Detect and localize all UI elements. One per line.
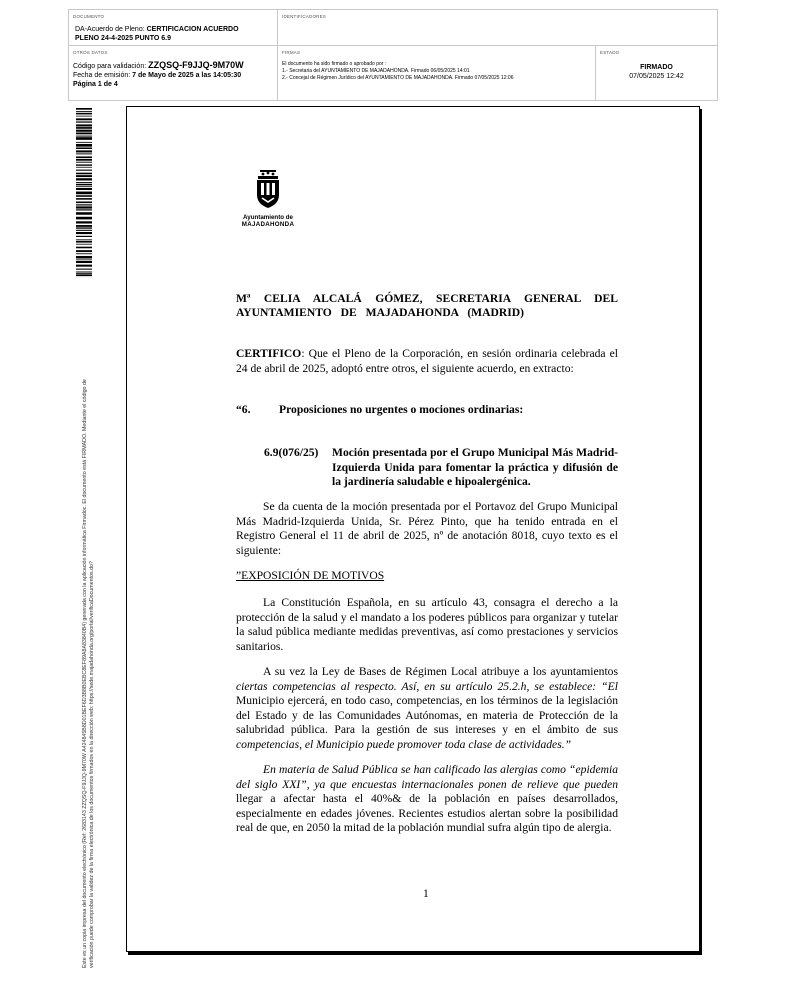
barcode-bar xyxy=(76,204,92,205)
page-number: 1 xyxy=(423,887,429,900)
firma-2: 2.- Concejal de Régimen Jurídico del AYUNTAMIENTO DE MAJADAHONDA. Firmado 07/05/2025 12:06 xyxy=(282,75,514,81)
barcode-bar xyxy=(76,253,92,254)
paragraph-1: La Constitución Española, en su artículo 43, consagra el derecho a la protección de la salud y el mandato a los poderes públicos para organizar y tutelar la salud pública mediante medidas preventivas, así como prestaciones y servicios sanitarios. xyxy=(236,596,618,653)
documento-prefix: DA-Acuerdo de Pleno: xyxy=(75,26,147,33)
barcode-bar xyxy=(76,173,92,175)
paragraph-2 xyxy=(236,665,618,753)
paragraph-2-a: A su vez la Ley de Bases de Régimen Local atribuye a los ayuntamientos xyxy=(263,665,618,678)
barcode-bar xyxy=(76,124,92,126)
barcode-bar xyxy=(76,150,92,152)
barcode-bar xyxy=(76,184,92,186)
document-header xyxy=(68,9,718,101)
documento-title: CERTIFICACION ACUERDO xyxy=(146,26,239,33)
barcode-bar xyxy=(76,272,92,273)
fecha-emision: 7 de Mayo de 2025 a las 14:05:30 xyxy=(132,72,242,79)
barcode-bar xyxy=(76,147,92,149)
documento-caption: DOCUMENTO xyxy=(73,14,105,19)
barcode-bar xyxy=(76,130,92,132)
barcode-bar xyxy=(76,113,92,115)
barcode-bar xyxy=(76,159,92,161)
barcode-bar xyxy=(76,175,92,177)
barcode-bar xyxy=(76,144,92,147)
barcode-bar xyxy=(76,121,92,122)
barcode-bar xyxy=(76,239,92,240)
barcode-bar xyxy=(76,256,92,259)
barcode-bar xyxy=(76,142,92,143)
estado-cell xyxy=(596,46,717,100)
barcode-bar xyxy=(76,212,92,214)
barcode-bar xyxy=(76,111,92,112)
barcode-bar xyxy=(76,127,92,129)
document-heading: Mª CELIA ALCALÁ GÓMEZ, SECRETARIA GENERAL DEL AYUNTAMIENTO DE MAJADAHONDA (MADRID) xyxy=(236,292,618,319)
paragraph-2-b: ciertas competencias al respecto. Así, en su artículo 25.2.h, se establece: “El xyxy=(236,679,618,693)
barcode-bar xyxy=(76,167,92,168)
barcode-bar xyxy=(76,198,92,200)
barcode-bar xyxy=(76,118,92,120)
logo-line-1: Ayuntamiento de xyxy=(243,214,293,221)
barcode-bar xyxy=(76,227,92,228)
item-title: Moción presentada por el Grupo Municipal Más Madrid-Izquierda Unida para fomentar la práctica y difusión de la jardinería saludable e hipoalergénica. xyxy=(332,446,618,489)
barcode-bar xyxy=(76,273,92,274)
ayuntamiento-logo xyxy=(235,169,301,228)
barcode-bar xyxy=(76,178,92,180)
paragraph-3-a: En materia de Salud Pública se han calificado las alergias como “epidemia del siglo XXI”, ya que encuestas internacionales ponen de relieve que pueden xyxy=(236,763,618,791)
identificadores-caption: IDENTIFICADORES xyxy=(282,14,327,19)
cuenta-paragraph: Se da cuenta de la moción presentada por el Portavoz del Grupo Municipal Más Madrid-Izquierda Unida, Sr. Pérez Pinto, que ha tenido entrada en el Registro General el 11 de abril de 2025, nº de anotación 8018, cuyo texto es el siguiente: xyxy=(236,500,618,557)
section-title: Proposiciones no urgentes o mociones ordinarias: xyxy=(279,403,524,416)
barcode-bar xyxy=(76,274,92,276)
identificadores-cell xyxy=(278,10,717,46)
barcode-bar xyxy=(76,170,92,171)
certifico-label: CERTIFICO xyxy=(236,347,302,360)
pagina-indicator: Página 1 de 4 xyxy=(73,81,118,88)
margin-verification-text-2: verificación puede comprobar la validez de la firma electrónica de los documentos firmados en la dirección web: https://sede.majadahonda.org/portal/verificaDocumentos.do? xyxy=(89,561,95,968)
barcode-bar xyxy=(76,206,92,208)
barcode-bar xyxy=(76,247,92,249)
barcode-bar xyxy=(76,236,92,237)
barcode-bar xyxy=(76,192,92,195)
barcode-bar xyxy=(76,164,92,165)
barcode-bar xyxy=(76,108,92,110)
coat-of-arms-icon xyxy=(253,169,283,209)
otros-datos-caption: OTROS DATOS xyxy=(73,50,108,55)
barcode-bar xyxy=(76,209,92,210)
document-page xyxy=(126,106,700,952)
barcode-bar xyxy=(76,244,92,245)
barcode-bar xyxy=(76,182,92,183)
barcode-bar xyxy=(76,241,92,243)
logo-line-2: MAJADAHONDA xyxy=(241,221,295,228)
certifico-paragraph xyxy=(236,347,618,376)
barcode-bar xyxy=(76,217,92,220)
barcode-bar xyxy=(76,202,92,204)
barcode-bar xyxy=(76,250,92,252)
barcode-bar xyxy=(76,162,92,163)
firmas-cell xyxy=(278,46,596,100)
barcode-bar xyxy=(76,261,92,263)
barcode-bar xyxy=(76,269,92,270)
barcode-bar xyxy=(76,188,92,190)
codigo-validacion: ZZQSQ-F9JJQ-9M70W xyxy=(148,60,244,70)
barcode-bar xyxy=(76,132,92,134)
paragraph-2-d: competencias, el Municipio puede promover toda clase de actividades.” xyxy=(236,737,572,751)
item-number: 6.9(076/25) xyxy=(264,446,319,459)
firmas-caption: FIRMAS xyxy=(282,50,301,55)
documento-title-2: PLENO 24-4-2025 PUNTO 6.9 xyxy=(75,35,171,42)
paragraph-3 xyxy=(236,763,618,836)
firma-1: 1.- Secretaria del AYUNTAMIENTO DE MAJADAHONDA. Firmado 06/05/2025 14:01 xyxy=(282,68,470,74)
barcode-bar xyxy=(76,259,92,260)
documento-cell xyxy=(69,10,278,46)
firmas-intro: El documento ha sido firmado o aprobado por : xyxy=(282,61,387,67)
barcode-bar xyxy=(76,195,92,197)
barcode-bar xyxy=(76,265,92,267)
barcode-bar xyxy=(76,136,92,137)
otros-datos-cell xyxy=(69,46,278,100)
exposicion-heading: ”EXPOSICIÓN DE MOTIVOS xyxy=(236,569,385,582)
barcode-bar xyxy=(76,230,92,231)
certifico-text: : Que el Pleno de la Corporación, en sesión ordinaria celebrada el 24 de abril de 2025, adoptó entre otros, el siguiente acuerdo, en extracto: xyxy=(236,347,618,375)
barcode-bar xyxy=(76,221,92,223)
fecha-label: Fecha de emisión: xyxy=(73,72,133,79)
barcode-bar xyxy=(76,225,92,227)
estado-date: 07/05/2025 12:42 xyxy=(629,73,684,80)
barcode-bar xyxy=(76,232,92,234)
barcode-bar xyxy=(76,156,92,158)
paragraph-2-c: Municipio ejercerá, en todo caso, competencias, en los términos de la legislación del Estado y de las Comunidades Autónomas, en materia de Protección de la salubridad pública. Para la gestión de sus intereses y en el ámbito de sus xyxy=(236,694,618,737)
barcode-bar xyxy=(76,137,92,140)
margin-verification-text-1: Este es un copia impresa del documento electrónico (Ref: 2683143 ZZQSQ-F9JJQ-9M70W A424845B8D01BEF6D3B8B0EBC8EF89A8A83840B4) generada con la aplicación informática Firmadoc. El documento está FIRMADO. Mediante el código de xyxy=(82,379,88,968)
paragraph-3-b: llegar a afectar hasta el 40%& de la población en países desarrollados, especialmente en edades jóvenes. Recientes estudios alertan sobre la posibilidad real de que, en 2050 la mitad de la población mundial sufra algún tipo de alergia. xyxy=(236,792,618,835)
barcode-bar xyxy=(76,186,92,187)
codigo-label: Código para validación: xyxy=(73,63,149,70)
barcode-bar xyxy=(76,116,92,117)
barcode xyxy=(76,108,92,278)
section-number: “6. xyxy=(236,403,251,416)
estado-caption: ESTADO xyxy=(600,50,620,55)
estado-value: FIRMADO xyxy=(640,64,673,71)
barcode-bar xyxy=(76,153,92,154)
